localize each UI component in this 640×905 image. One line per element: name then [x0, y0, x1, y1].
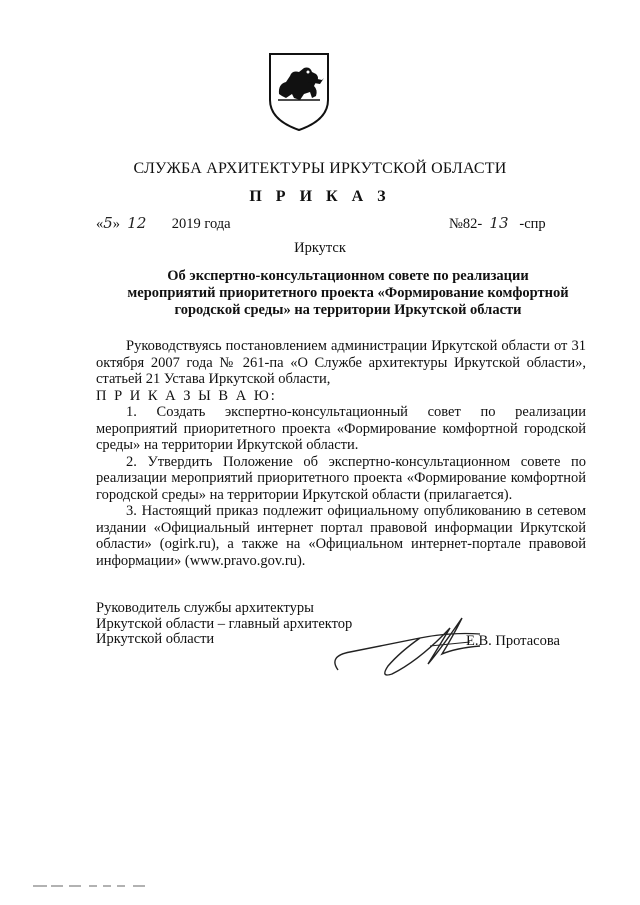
order-item: 3. Настоящий приказ подлежит официальному опубликованию в сетевом издании «Официальный интернет портал правовой информации Иркутской области» (ogirk.ru), а также на «Официальном интернет-портале правовой информации» (www.pravo.gov.ru). [96, 503, 586, 569]
date-year: 2019 года [171, 216, 231, 232]
signer-title-line: Иркутской области [96, 631, 215, 647]
directive-heading: П Р И К А З Ы В А Ю: [96, 387, 277, 404]
city-name: Иркутск [294, 240, 346, 256]
number-prefix: №82- [449, 216, 483, 232]
number-value: 13 [489, 214, 509, 232]
order-item: 1. Создать экспертно-консультационный совет по реализации мероприятий приоритетного проекта «Формирование комфортной городской среды» на территории Иркутской области. [96, 404, 586, 453]
subject-line: мероприятий приоритетного проекта «Формирование комфортной [127, 285, 569, 301]
agency-name: СЛУЖБА АРХИТЕКТУРЫ ИРКУТСКОЙ ОБЛАСТИ [133, 160, 507, 177]
signer-title-line: Иркутской области – главный архитектор [96, 615, 353, 632]
signer-name: Е.В. Протасова [466, 633, 560, 649]
order-number [449, 214, 546, 233]
document-type-title: П Р И К А З [249, 188, 391, 205]
coat-of-arms-emblem [264, 50, 334, 134]
preamble-paragraph: Руководствуясь постановлением администрации Иркутской области от 31 октября 2007 года № 261-па «О Службе архитектуры Иркутской области», статьей 21 Устава Иркутской области, [96, 338, 586, 387]
signer-title [96, 601, 352, 648]
number-suffix: -спр [519, 216, 546, 232]
date-day: 5 [103, 214, 113, 232]
footer-scan-marks [33, 883, 153, 889]
signer-title-line: Руководитель службы архитектуры [96, 600, 314, 616]
subject-line: городской среды» на территории Иркутской области [174, 302, 522, 318]
order-body [96, 338, 586, 569]
date-month: 12 [127, 214, 147, 232]
subject-line: Об экспертно-консультационном совете по реализации [167, 268, 529, 284]
order-subject [113, 268, 583, 319]
order-item: 2. Утвердить Положение об экспертно-консультационном совете по реализации мероприятий приоритетного проекта «Формирование комфортной городской среды» на территории Иркутской области (прилагается). [96, 453, 586, 503]
order-date: «5» 12 2019 года [96, 214, 231, 232]
